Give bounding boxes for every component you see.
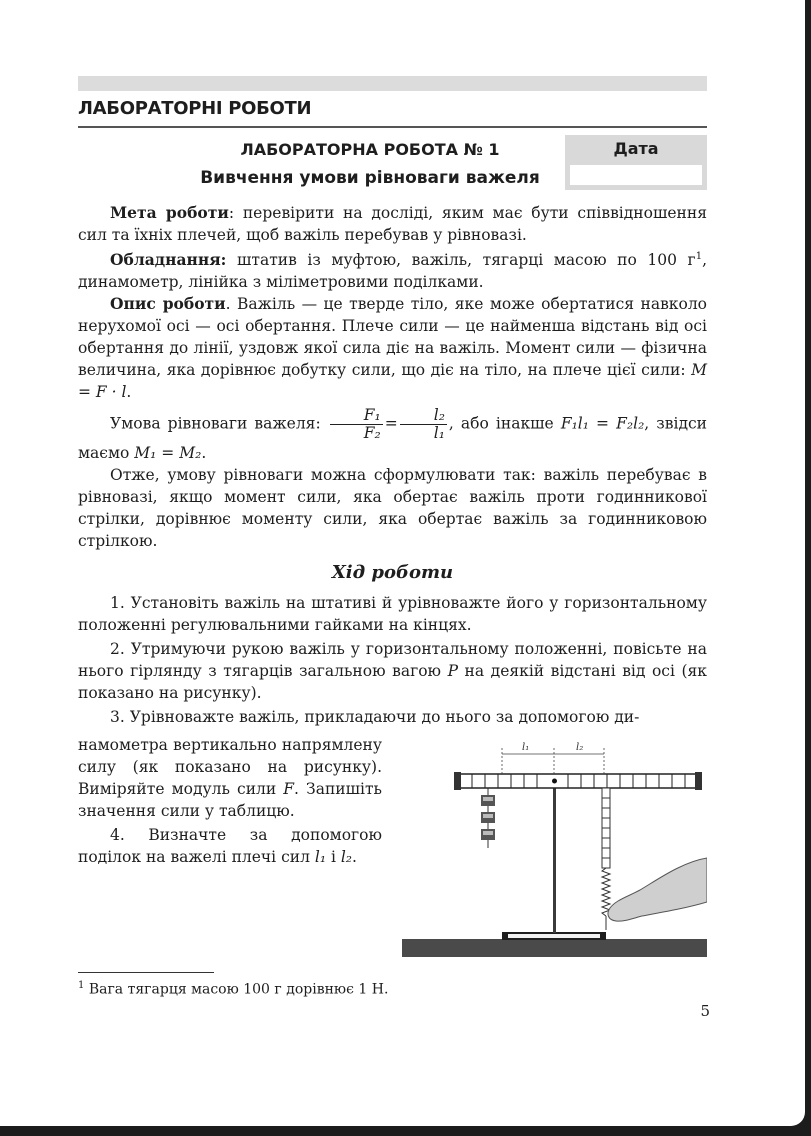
force-fraction bbox=[330, 407, 383, 442]
lever-bar bbox=[460, 774, 696, 788]
description-text: . Важіль — це тверде тіло, яке може обертатися навколо нерухомої осі — осі обертання. Плече сили — це найменша відстань від осі обертання до лінії, уздовж якої сила діє на важіль. Момент сили — фізична величина, яка дорівнює добутку сили, що діє на тіло, на плече цієї сили: bbox=[78, 295, 707, 380]
equipment-label: Обладнання: bbox=[110, 250, 227, 270]
step-3-b: . Запишіть значення сили у таблицю. bbox=[78, 780, 382, 820]
conclusion-paragraph: Отже, умову рівноваги можна сформулювати так: важіль перебуває в рівновазі, якщо момент сили, яка обертає важіль проти годинникової стрілки, дорівнює моменту сили, яка обертає важіль за годинниковою стрілкою. bbox=[78, 466, 707, 551]
step-3-f: F bbox=[283, 780, 295, 798]
equipment-paragraph bbox=[78, 246, 707, 293]
step-1: 1. Установіть важіль на штативі й урівноважте його у горизонтальному положенні регулювальними гайками на кінцях. bbox=[78, 594, 707, 634]
condition-middle: , або інакше bbox=[448, 414, 561, 433]
step-2-a: 2. Утримуючи рукою важіль у горизонтальному положенні, повісьте на нього гірлянду з тягарців загальною вагою bbox=[78, 640, 707, 680]
section-heading: ЛАБОРАТОРНІ РОБОТИ bbox=[78, 98, 707, 128]
dynamometer bbox=[602, 788, 610, 930]
lever-figure bbox=[402, 740, 707, 960]
step-4-end: . bbox=[352, 848, 357, 866]
goal-label: Мета роботи bbox=[110, 203, 229, 222]
procedure-heading: Хід роботи bbox=[331, 562, 454, 583]
condition-moments: M₁ = M₂ bbox=[134, 444, 202, 463]
step-2-b: на деякій відстані від осі (як показано на рисунку). bbox=[78, 662, 707, 702]
page-number: 5 bbox=[700, 1002, 710, 1020]
step-2-p: P bbox=[447, 662, 458, 680]
condition-paragraph bbox=[78, 407, 707, 464]
header-bar bbox=[78, 76, 707, 91]
step-4-mid: і bbox=[326, 848, 341, 866]
fraction-equals: = bbox=[384, 414, 398, 433]
date-box bbox=[565, 135, 707, 190]
label-l1: l₁ bbox=[522, 742, 530, 753]
footnote bbox=[78, 980, 678, 998]
date-field[interactable] bbox=[570, 165, 702, 185]
arm-fraction bbox=[400, 407, 447, 442]
footnote-mark: 1 bbox=[695, 251, 703, 262]
pivot bbox=[552, 779, 557, 784]
footnote-text: Вага тягарця масою 100 г дорівнює 1 Н. bbox=[84, 981, 389, 998]
table-surface bbox=[402, 939, 707, 957]
fraction-f1: F₁ bbox=[330, 407, 383, 425]
step-4-l2: l₂ bbox=[340, 848, 353, 866]
lab-title: ЛАБОРАТОРНА РОБОТА № 1 bbox=[240, 140, 500, 159]
intro-text bbox=[78, 202, 707, 552]
goal-text: : перевірити на досліді, яким має бути співвідношення сил та їхніх плечей, щоб важіль перебував у рівновазі. bbox=[78, 204, 707, 244]
footnote-number: 1 bbox=[78, 980, 85, 991]
equipment-text-b: , динамометр, лінійка з міліметровими поділками. bbox=[78, 251, 707, 292]
description-label: Опис роботи bbox=[110, 294, 226, 314]
procedure-steps bbox=[78, 592, 707, 730]
description-paragraph bbox=[78, 293, 707, 403]
step-2 bbox=[78, 638, 707, 704]
step-3 bbox=[78, 734, 382, 822]
fraction-l1: l₁ bbox=[433, 424, 445, 443]
step-4-a: 4. Визначте за допомогою поділок на важелі плечі сил bbox=[78, 826, 382, 866]
condition-end: . bbox=[201, 444, 207, 463]
date-label: Дата bbox=[613, 139, 659, 158]
moment-formula: M = F · l bbox=[78, 361, 707, 402]
procedure-steps-narrow bbox=[78, 734, 382, 870]
right-nut bbox=[695, 772, 702, 790]
label-l2: l₂ bbox=[576, 742, 584, 753]
fraction-f2: F₂ bbox=[363, 424, 381, 443]
lab-subtitle: Вивчення умови рівноваги важеля bbox=[200, 168, 540, 188]
stand-rod bbox=[553, 785, 556, 933]
goal-paragraph bbox=[78, 202, 707, 246]
footnote-rule bbox=[78, 972, 214, 973]
arm-dimensions bbox=[502, 748, 604, 774]
equipment-text-a: штатив із муфтою, важіль, тягарці масою по 100 г bbox=[226, 251, 696, 270]
weights-garland bbox=[481, 788, 495, 848]
condition-after: , звідси маємо bbox=[78, 414, 707, 463]
left-nut bbox=[454, 772, 461, 790]
condition-text: Умова рівноваги важеля: bbox=[110, 414, 328, 433]
condition-product: F₁l₁ = F₂l₂ bbox=[560, 414, 645, 433]
hand bbox=[608, 858, 707, 921]
step-4 bbox=[78, 824, 382, 868]
step-3-a: намометра вертикально напрямлену силу (як показано на рисунку). Виміряйте модуль сили bbox=[78, 736, 382, 798]
step-3-first-line: 3. Урівноважте важіль, прикладаючи до нього за допомогою ди- bbox=[110, 708, 640, 726]
step-4-l1: l₁ bbox=[314, 848, 327, 866]
stand-base-inner bbox=[508, 934, 600, 938]
fraction-l2: l₂ bbox=[400, 407, 447, 425]
moment-end: . bbox=[126, 383, 132, 402]
